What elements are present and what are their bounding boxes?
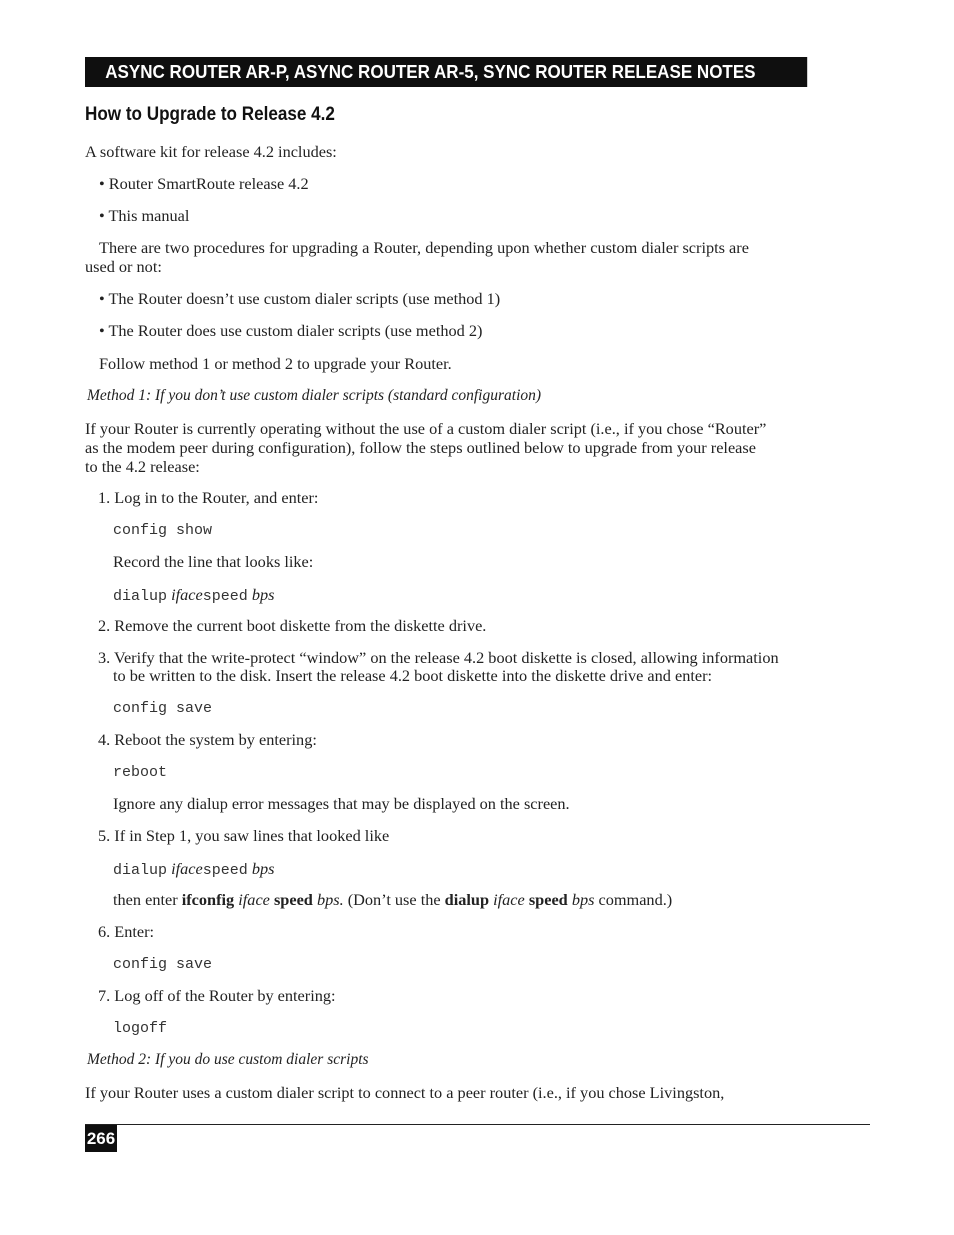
bps-param: bps.: [316, 890, 344, 909]
step-2: 2. Remove the current boot diskette from the diskette drive.: [98, 616, 487, 635]
method1-intro: If your Router is currently operating without the use of a custom dialer script (i.e., if you chose “Router”: [85, 419, 767, 438]
procedure-item: • The Router doesn’t use custom dialer scripts (use method 1): [99, 289, 501, 308]
record-instruction: Record the line that looks like:: [113, 552, 314, 571]
step-1: 1. Log in to the Router, and enter:: [98, 488, 319, 507]
then-enter-text: then enter: [113, 890, 178, 909]
speed-keyword: speed: [528, 890, 568, 909]
step-6: 6. Enter:: [98, 922, 155, 941]
command-close-text: command.): [598, 890, 673, 909]
speed-command: speed: [202, 588, 248, 605]
step-3: 3. Verify that the write-protect “window” on the release 4.2 boot diskette is closed, allowing information: [98, 648, 779, 667]
running-header: ASYNC ROUTER AR-P, ASYNC ROUTER AR-5, SYNC ROUTER RELEASE NOTES: [85, 57, 807, 87]
command-config-save: config save: [113, 700, 213, 717]
procedure-item: • The Router does use custom dialer scripts (use method 2): [99, 321, 483, 340]
dialup-example: [113, 859, 274, 880]
speed-keyword: speed: [273, 890, 313, 909]
page-number: 266: [85, 1125, 117, 1152]
dialup-command: dialup: [113, 588, 168, 605]
follow-instruction: Follow method 1 or method 2 to upgrade your Router.: [99, 354, 452, 373]
step-4: 4. Reboot the system by entering:: [98, 730, 317, 749]
bps-param: bps: [571, 890, 595, 909]
footer-rule: [85, 1124, 870, 1125]
dialup-keyword: dialup: [444, 890, 490, 909]
kit-item: • This manual: [99, 206, 190, 225]
kit-intro: A software kit for release 4.2 includes:: [85, 142, 337, 161]
step-3-cont: to be written to the disk. Insert the release 4.2 boot diskette into the diskette drive and enter:: [113, 666, 713, 685]
kit-item: • Router SmartRoute release 4.2: [99, 174, 309, 193]
bps-param: bps: [251, 585, 275, 604]
method1-intro: as the modem peer during configuration), follow the steps outlined below to upgrade from your release: [85, 438, 756, 457]
iface-param: iface: [171, 859, 203, 878]
method1-heading: Method 1: If you don’t use custom dialer scripts (standard configuration): [87, 387, 542, 404]
ifconfig-command: ifconfig: [181, 890, 235, 909]
iface-param: iface: [493, 890, 525, 909]
iface-param: iface: [238, 890, 270, 909]
ifconfig-instruction: [113, 890, 672, 909]
speed-command: speed: [202, 862, 248, 879]
section-title: How to Upgrade to Release 4.2: [85, 104, 335, 125]
command-reboot: reboot: [113, 764, 168, 781]
method2-heading: Method 2: If you do use custom dialer scripts: [87, 1051, 369, 1068]
step-7: 7. Log off of the Router by entering:: [98, 986, 336, 1005]
method1-intro: to the 4.2 release:: [85, 457, 200, 476]
procedures-paragraph: There are two procedures for upgrading a Router, depending upon whether custom dialer scripts are: [99, 238, 749, 257]
method2-intro: If your Router uses a custom dialer script to connect to a peer router (i.e., if you chose Livingston,: [85, 1083, 725, 1102]
dialup-command: dialup: [113, 862, 168, 879]
bps-param: bps: [251, 859, 275, 878]
step-5: 5. If in Step 1, you saw lines that looked like: [98, 826, 390, 845]
procedures-paragraph-cont: used or not:: [85, 257, 162, 276]
command-config-show: config show: [113, 522, 213, 539]
dialup-example: [113, 585, 274, 606]
iface-param: iface: [171, 585, 203, 604]
command-config-save: config save: [113, 956, 213, 973]
dont-use-text: (Don’t use the: [347, 890, 441, 909]
command-logoff: logoff: [113, 1020, 168, 1037]
ignore-note: Ignore any dialup error messages that may be displayed on the screen.: [113, 794, 570, 813]
